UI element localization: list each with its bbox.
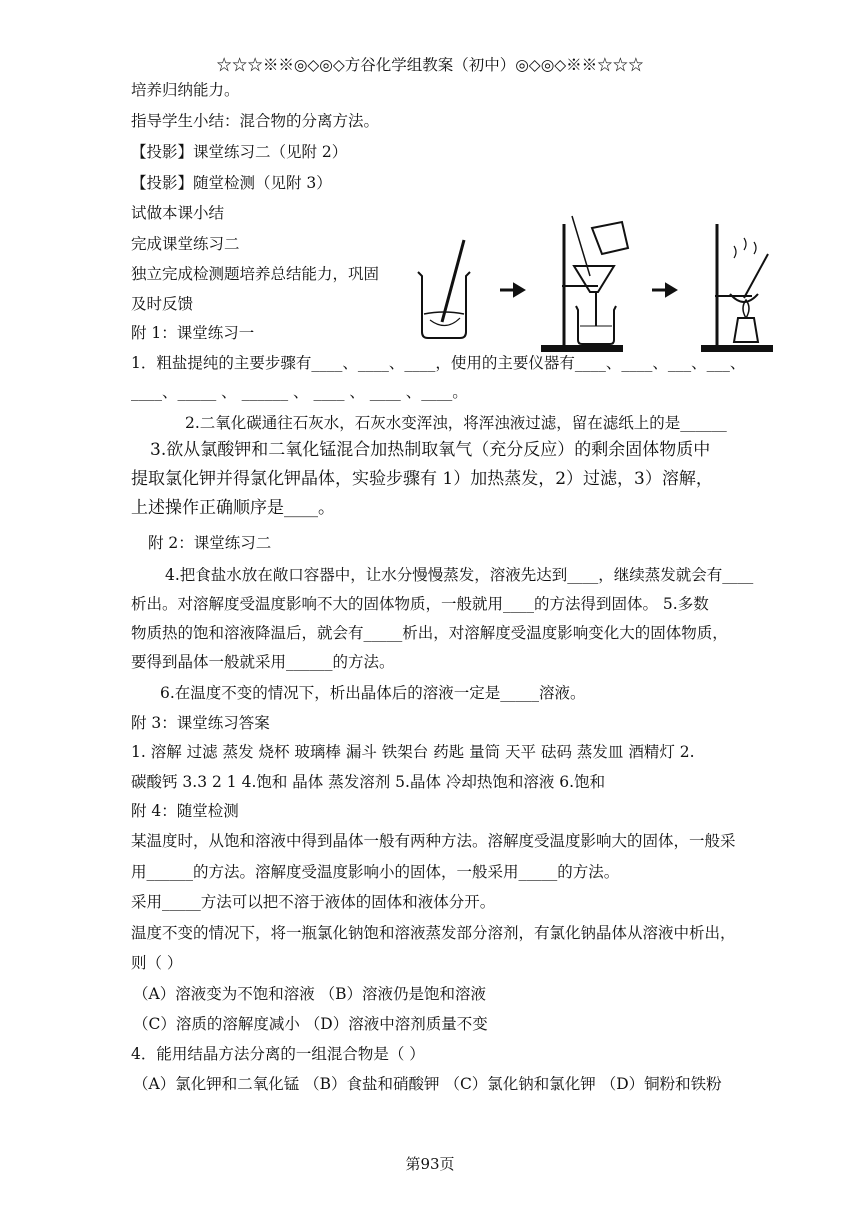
question-6: 6.在温度不变的情况下，析出晶体后的溶液一定是_____溶液。 (160, 684, 586, 702)
test-question-2: 采用_____方法可以把不溶于液体的固体和液体分开。 (131, 893, 496, 911)
test-question-3-cont: 则（ ） (131, 954, 183, 972)
question-5-cont: 要得到晶体一般就采用______的方法。 (131, 653, 395, 671)
test-question-1-cont: 用______的方法。溶解度受温度影响小的固体，一般采用_____的方法。 (131, 863, 620, 881)
text-line: 【投影】随堂检测（见附 3） (131, 174, 332, 192)
page-number: 第93页 (405, 1155, 455, 1173)
question-4: 4.把食盐水放在敞口容器中，让水分慢慢蒸发，溶液先达到____，继续蒸发就会有____ (165, 566, 754, 584)
section-heading: 附 1：课堂练习一 (131, 324, 255, 342)
beaker-icon (418, 272, 470, 338)
question-2: 2.二氧化碳通往石灰水，石灰水变浑浊，将浑浊液过滤，留在滤纸上的是______ (185, 414, 727, 432)
options-line: （A）氯化钾和二氧化锰 （B）食盐和硝酸钾 （C）氯化钠和氯化钾 （D）铜粉和铁粉 (133, 1075, 722, 1093)
stirring-rod-icon (442, 240, 464, 322)
stand-base-icon (542, 346, 622, 351)
text-line: 指导学生小结：混合物的分离方法。 (131, 112, 380, 130)
text-line: 及时反馈 (131, 295, 194, 313)
question-3-cont: 上述操作正确顺序是____。 (131, 498, 335, 518)
question-1: 1．粗盐提纯的主要步骤有____、____、____，使用的主要仪器有____、____、___、___、 (131, 354, 746, 372)
text-line: 完成课堂练习二 (131, 235, 240, 253)
test-question-1: 某温度时，从饱和溶液中得到晶体一般有两种方法。溶解度受温度影响大的固体，一般采 (131, 832, 736, 850)
options-line: （C）溶质的溶解度减小 （D）溶液中溶剂质量不变 (133, 1015, 488, 1033)
question-3: 3.欲从氯酸钾和二氧化锰混合加热制取氧气（充分反应）的剩余固体物质中 (150, 440, 711, 460)
question-5: 物质热的饱和溶液降温后，就会有_____析出，对溶解度受温度影响变化大的固体物质， (131, 624, 728, 642)
glass-rod-icon (744, 254, 768, 298)
text-line: 培养归纳能力。 (131, 81, 240, 99)
test-question-3: 温度不变的情况下，将一瓶氯化钠饱和溶液蒸发部分溶剂，有氯化钠晶体从溶液中析出， (131, 924, 736, 942)
answers-line: 1. 溶解 过滤 蒸发 烧杯 玻璃棒 漏斗 铁架台 药匙 量筒 天平 砝码 蒸发皿 酒精灯 2. (131, 743, 695, 761)
experiment-apparatus-illustration (412, 214, 782, 354)
stand-base-icon (702, 346, 772, 351)
question-4-cont: 析出。对溶解度受温度影响不大的固体物质，一般就用____的方法得到固体。 5.多数 (131, 595, 709, 613)
page-header: ☆☆☆※※◎◇◎◇方谷化学组教案（初中）◎◇◎◇※※☆☆☆ (216, 56, 644, 74)
options-line: （A）溶液变为不饱和溶液 （B）溶液仍是饱和溶液 (133, 985, 487, 1003)
test-question-4: 4．能用结晶方法分离的一组混合物是（ ） (131, 1045, 425, 1063)
question-3-cont: 提取氯化钾并得氯化钾晶体，实验步骤有 1）加热蒸发，2）过滤，3）溶解， (131, 469, 713, 489)
pouring-beaker-icon (592, 222, 628, 254)
section-heading: 附 2：课堂练习二 (148, 534, 272, 552)
question-1-cont: ____、_____ 、 ______ 、 ____ 、 ____ 、____。 (131, 383, 468, 401)
text-line: 独立完成检测题培养总结能力，巩固 (131, 265, 380, 283)
text-line: 试做本课小结 (131, 204, 225, 222)
funnel-icon (574, 266, 614, 292)
answers-line: 碳酸钙 3.3 2 1 4.饱和 晶体 蒸发溶剂 5.晶体 冷却热饱和溶液 6.饱和 (131, 773, 606, 791)
text-line: 【投影】课堂练习二（见附 2） (131, 143, 348, 161)
section-heading: 附 4：随堂检测 (131, 802, 239, 820)
section-heading: 附 3：课堂练习答案 (131, 714, 270, 732)
alcohol-lamp-icon (734, 318, 758, 342)
